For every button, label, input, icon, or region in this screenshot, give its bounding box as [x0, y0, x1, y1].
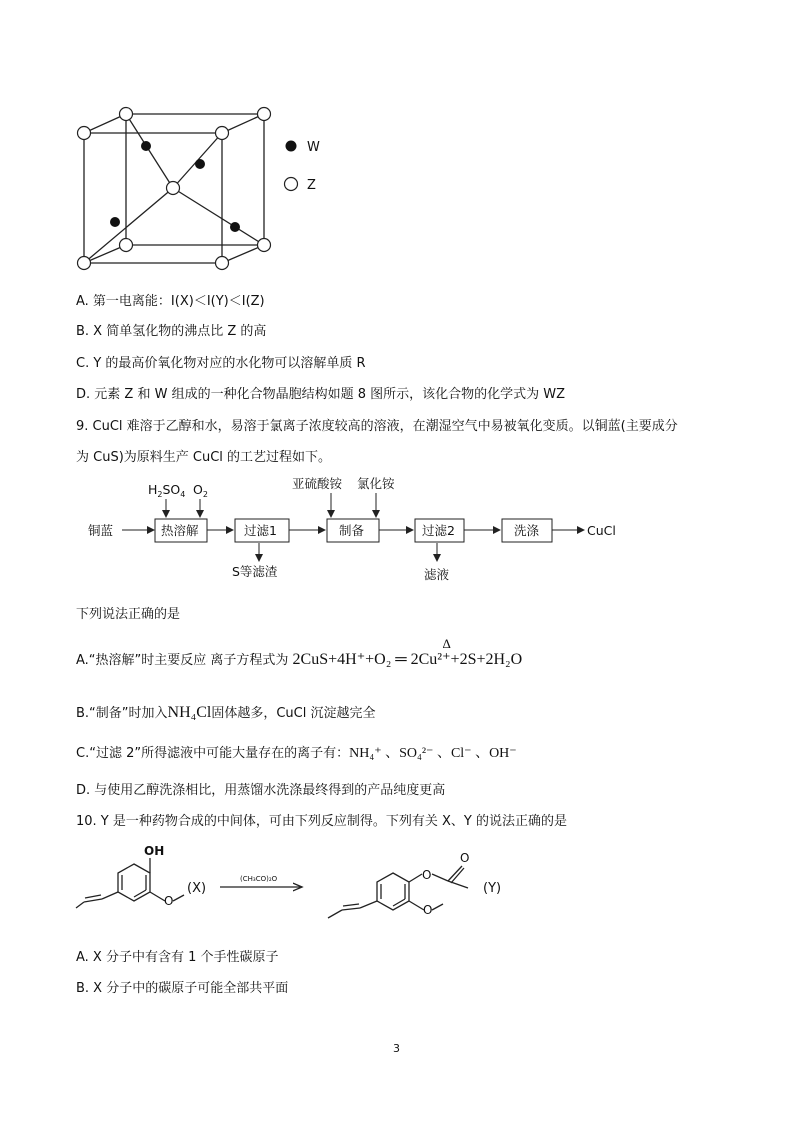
flow-box1-label: 热溶解 [161, 523, 199, 538]
legend-z-marker [285, 178, 298, 191]
q9-option-b-suffix: 固体越多，CuCl 沉淀越完全 [211, 706, 376, 721]
q9-option-a-equation [292, 636, 523, 668]
x-oxygen: O [164, 894, 174, 908]
z-atom [258, 239, 271, 252]
w-atom [230, 222, 240, 232]
q9-question: 下列说法正确的是 [76, 607, 181, 622]
legend-w-marker [286, 141, 297, 152]
reagent-label: (CH₃CO)₂O [240, 875, 278, 883]
z-atom [167, 182, 180, 195]
flow-end: CuCl [587, 523, 616, 538]
crystal-cell-figure [70, 100, 350, 275]
q9-option-a [76, 636, 523, 669]
delta-symbol: Δ [442, 636, 451, 651]
ion-list: NH₄⁺ 、SO₄²⁻ 、Cl⁻ 、OH⁻ [349, 746, 517, 761]
flow-byproduct1: S等滤渣 [232, 564, 278, 579]
flow-box3-label: 制备 [339, 523, 365, 538]
flow-box5-label: 洗涤 [514, 523, 540, 538]
q10-stem: 10. Y 是一种药物合成的中间体，可由下列反应制得。下列有关 X、Y 的说法正确的是 [76, 814, 567, 829]
flow-byproduct2: 滤液 [424, 567, 450, 582]
flow-box2-label: 过滤1 [244, 523, 277, 538]
q9-option-a-text: A.“热溶解”时主要反应 离子方程式为 [76, 653, 289, 668]
flow-start: 铜蓝 [88, 523, 114, 538]
flow-reagent2: $O_2$ [193, 482, 208, 499]
q9-stem-line1: 9. CuCl 难溶于乙醇和水，易溶于氯离子浓度较高的溶液，在潮湿空气中易被氧化变质。以铜蓝(主要成分 [76, 419, 678, 434]
process-flowchart [80, 475, 640, 585]
w-atom [141, 141, 151, 151]
flow-box4-label: 过滤2 [422, 523, 455, 538]
q9-option-c-prefix: C.“过滤 2”所得滤液中可能大量存在的离子有： [76, 746, 350, 761]
q9-option-b-prefix: B.“制备”时加入 [76, 706, 168, 721]
flow-reagent3: 亚硫酸铵 [292, 476, 343, 491]
q9-option-d: D. 与使用乙醇洗涤相比，用蒸馏水洗涤最终得到的产品纯度更高 [76, 783, 446, 798]
q9-option-b [76, 702, 375, 722]
reaction-scheme [70, 840, 530, 925]
q9-stem-line2: 为 CuS)为原料生产 CuCl 的工艺过程如下。 [76, 450, 332, 465]
legend-z-label: Z [307, 178, 316, 193]
w-atom [110, 217, 120, 227]
w-atom [195, 159, 205, 169]
equation-text: 2CuS+4H⁺+O₂ ═ 2Cu²⁺+2S+2H₂O [292, 651, 523, 668]
nh4cl-formula: NH₄Cl [167, 704, 212, 721]
oh-label: OH [144, 844, 165, 858]
q10-option-b: B. X 分子中的碳原子可能全部共平面 [76, 981, 289, 996]
flow-reagent4: 氯化铵 [357, 476, 395, 491]
y-ester-oxygen: O [422, 868, 432, 882]
legend-w-label: W [307, 140, 320, 155]
q10-option-a: A. X 分子中有含有 1 个手性碳原子 [76, 950, 279, 965]
q9-option-c [76, 742, 517, 762]
molecule-y-label: (Y) [483, 881, 502, 896]
z-atom [78, 257, 91, 270]
q8-option-c: C. Y 的最高价氧化物对应的水化物可以溶解单质 R [76, 356, 366, 371]
molecule-x-label: (X) [187, 881, 207, 896]
z-atom [258, 108, 271, 121]
y-carbonyl-oxygen: O [460, 851, 470, 865]
z-atom [216, 127, 229, 140]
z-atom [78, 127, 91, 140]
q8-option-b: B. X 简单氢化物的沸点比 Z 的高 [76, 324, 267, 339]
y-methoxy-oxygen: O [423, 903, 433, 917]
z-atom [120, 108, 133, 121]
z-atom [216, 257, 229, 270]
q8-option-a: A. 第一电离能：I(X)＜I(Y)＜I(Z) [76, 294, 265, 309]
flow-reagent1: $H_2SO_4$ [148, 482, 186, 499]
q8-option-d: D. 元素 Z 和 W 组成的一种化合物晶胞结构如题 8 图所示，该化合物的化学式为 WZ [76, 387, 565, 402]
z-atom [120, 239, 133, 252]
page-number: 3 [393, 1042, 400, 1055]
